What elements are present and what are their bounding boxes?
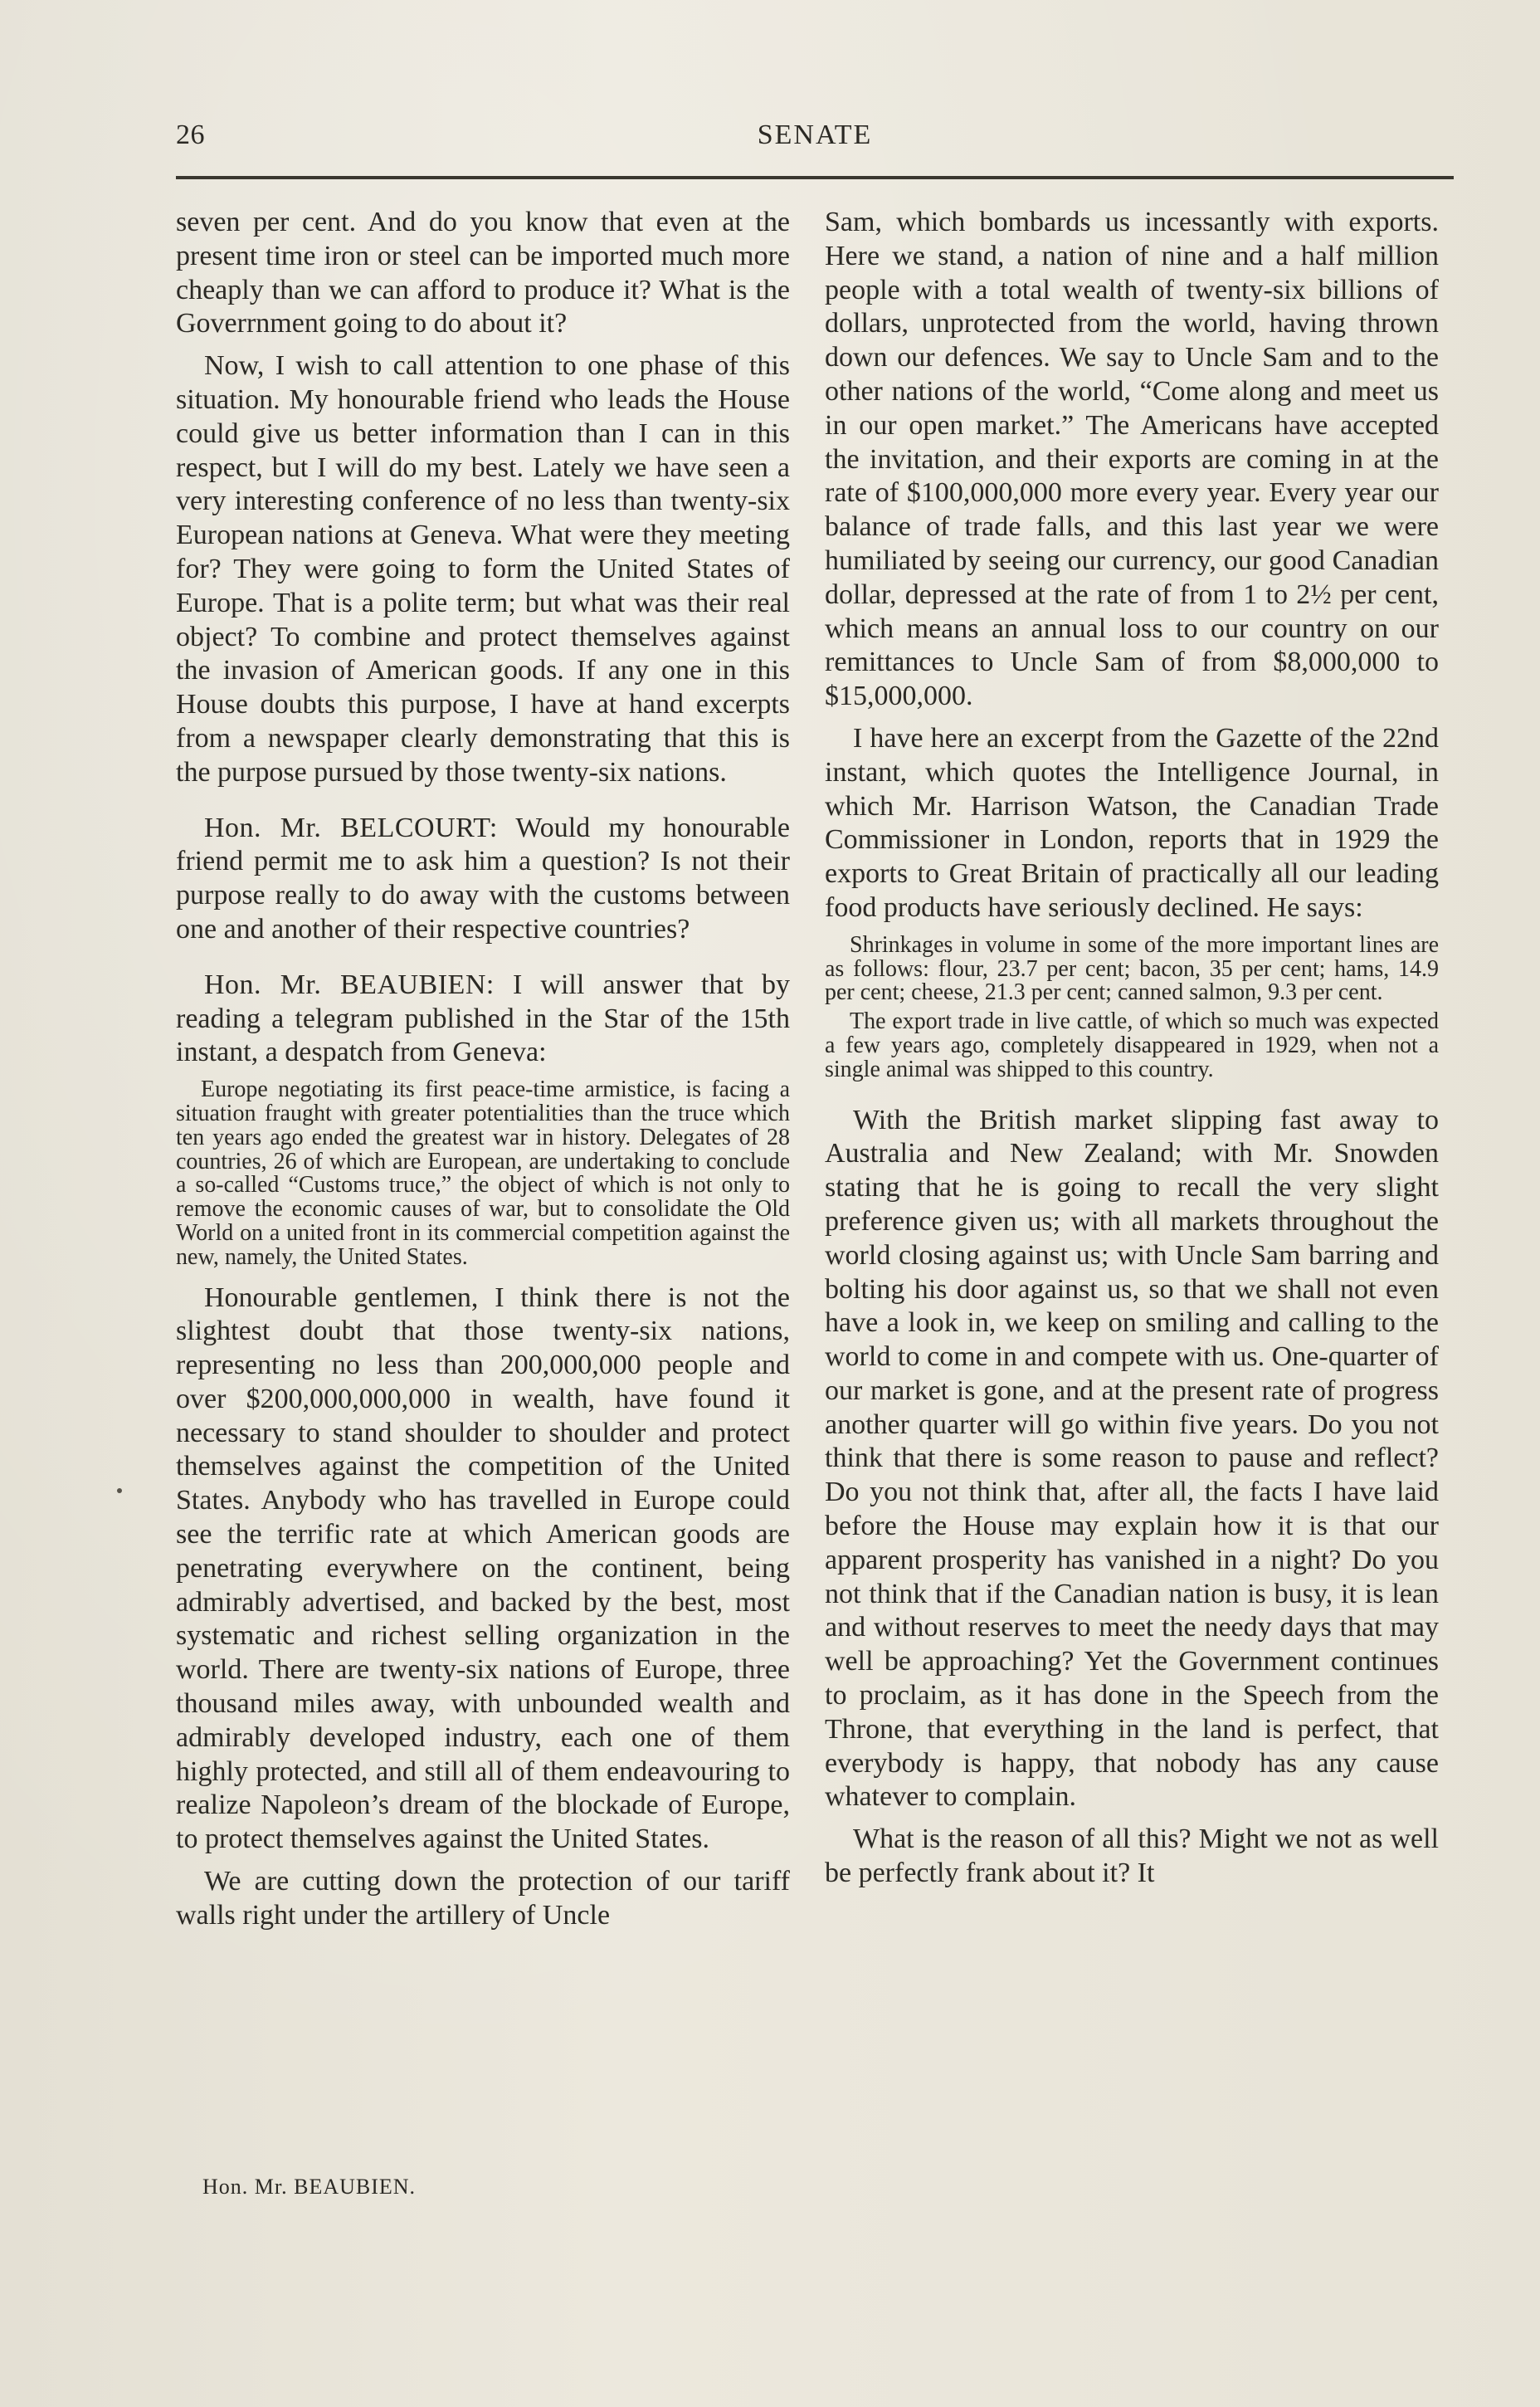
footer-speaker: Hon. Mr. BEAUBIEN. bbox=[202, 2175, 417, 2199]
speaker-paragraph bbox=[176, 812, 790, 947]
speaker-paragraph bbox=[176, 969, 790, 1070]
left-column bbox=[176, 206, 790, 1941]
page-header bbox=[176, 116, 1454, 156]
block-quote: Europe negotiating its first peace-time armistice, is facing a situation fraught with greater potentialities than the truce which ten years ago ended the greatest war in history. Delegates of 28 countries, 26 of which are European, are undertaking to conclude a so-called “Customs truce,” the object of which is not only to remove the economic causes of war, but to consolidate the Old World on a united front in its commercial competition against the new, namely, the United States. bbox=[176, 1077, 790, 1270]
speaker-name: Hon. Mr. BEAUBIEN: bbox=[204, 969, 495, 1000]
paragraph: Sam, which bombards us incessantly with exports. Here we stand, a nation of nine and a half million people with a total wealth of twenty-six billions of dollars, unprotected from the world, having thrown down our defences. We say to Uncle Sam and to the other nations of the world, “Come along and meet us in our open market.” The Americans have accepted the invitation, and their exports are coming in at the rate of $100,000,000 more every year. Every year our balance of trade falls, and this last year we were humiliated by seeing our currency, our good Canadian dollar, depressed at the rate of from 1 to 2½ per cent, which means an annual loss to our country on our remittances to Uncle Sam of from $8,000,000 to $15,000,000. bbox=[825, 207, 1439, 712]
paragraph: With the British market slipping fast away to Australia and New Zealand; with Mr. Snowden stating that he is going to recall the very slight preference given us; with all markets throughout the world closing against us; with Uncle Sam barring and bolting his door against us, so that we shall not even have a look in, we keep on smiling and calling to the world to come in and compete with us. One-quarter of our market is gone, and at the present rate of progress another quarter will go within five years. Do you not think that there is some reason to pause and reflect? Do you not think that, after all, the facts I have laid before the House may explain how it is that our apparent prosperity has vanished in a night? Do you not think that if the Canadian nation is busy, it is lean and without reserves to meet the needy days that may well be approaching? Yet the Government continues to proclaim, as it has done in the Speech from the Throne, that everything in the land is perfect, that everybody is happy, that nobody has any cause whatever to complain. bbox=[825, 1104, 1439, 1813]
speaker-name: Hon. Mr. BELCOURT: bbox=[204, 812, 498, 843]
speech-text: I will answer that by reading a telegram published in the Star of the 15th instant, a despatch from Geneva: bbox=[176, 969, 790, 1068]
block-quote: The export trade in live cattle, of which so much was expected a few years ago, completely disappeared in 1929, when not a single animal was shipped to this country. bbox=[825, 1008, 1439, 1082]
paragraph: I have here an excerpt from the Gazette of the 22nd instant, which quotes the Intelligence Journal, in which Mr. Harrison Watson, the Canadian Trade Commissioner in London, reports that in 1929 the exports to Great Britain of practically all our leading food products have seriously declined. He says: bbox=[825, 722, 1439, 923]
margin-speck bbox=[117, 1488, 122, 1493]
running-head: SENATE bbox=[757, 120, 873, 150]
speech-text: Would my honourable friend permit me to ask him a question? Is not their purpose really to do away with the customs between one and another of their respective countries? bbox=[176, 812, 790, 945]
paragraph: We are cutting down the protection of our tariff walls right under the artillery of Uncle bbox=[176, 1866, 790, 1931]
block-quote: Shrinkages in volume in some of the more important lines are as follows: flour, 23.7 per cent; bacon, 35 per cent; hams, 14.9 per cent; cheese, 21.3 per cent; canned salmon, 9.3 per cent. bbox=[825, 931, 1439, 1006]
paragraph: Honourable gentlemen, I think there is not the slightest doubt that those twenty-six nations, representing no less than 200,000,000 people and over $200,000,000,000 in wealth, have found it necessary to stand shoulder to shoulder and protect themselves against the competition of the United States. Anybody who has travelled in Europe could see the terrific rate at which American goods are penetrating everywhere on the continent, being admirably advertised, and backed by the best, most systematic and richest selling organization in the world. There are twenty-six nations of Europe, three thousand miles away, with unbounded wealth and admirably developed industry, each one of them highly protected, and still all of them endeavouring to realize Napoleon’s dream of the blockade of Europe, to protect themselves against the United States. bbox=[176, 1282, 790, 1855]
paragraph: Now, I wish to call attention to one phase of this situation. My honourable friend who leads the House could give us better information than I can in this respect, but I will do my best. Lately we have seen a very interesting conference of no less than twenty-six European nations at Geneva. What were they meeting for? They were going to form the United States of Europe. That is a polite term; but what was their real object? To combine and protect themselves against the invasion of American goods. If any one in this House doubts this purpose, I have at hand excerpts from a newspaper clearly demonstrating that this is the purpose pursued by those twenty-six nations. bbox=[176, 350, 790, 788]
right-column bbox=[825, 206, 1439, 1899]
paragraph: seven per cent. And do you know that even at the present time iron or steel can be imported much more cheaply than we can afford to produce it? What is the Goverrnment going to do about it? bbox=[176, 207, 790, 339]
page-number: 26 bbox=[176, 120, 205, 150]
header-rule bbox=[176, 176, 1454, 179]
paragraph: What is the reason of all this? Might we not as well be perfectly frank about it? It bbox=[825, 1824, 1439, 1889]
